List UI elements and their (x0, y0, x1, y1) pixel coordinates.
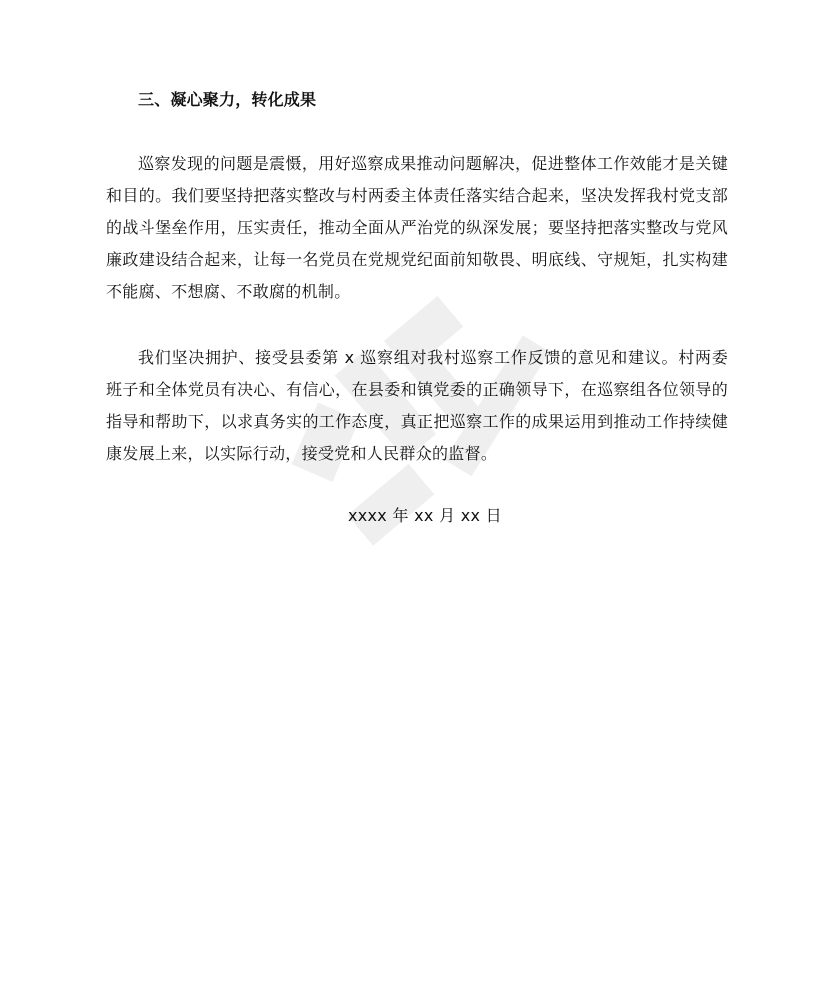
date-line: xxxx 年 xx 月 xx 日 (348, 506, 502, 525)
document-content (106, 86, 728, 530)
section-heading: 三、凝心聚力，转化成果 (138, 90, 317, 109)
paragraph-2: 我们坚决拥护、接受县委第 x 巡察组对我村巡察工作反馈的意见和建议。村两委班子和全体党员有决心、有信心，在县委和镇党委的正确领导下，在巡察组各位领导的指导和帮助下，以求真务实的工作态度，真正把巡察工作的成果运用到推动工作持续健康发展上来，以实际行动，接受党和人民群众的监督。 (106, 348, 728, 463)
paragraph-1: 巡察发现的问题是震慑，用好巡察成果推动问题解决，促进整体工作效能才是关键和目的。我们要坚持把落实整改与村两委主体责任落实结合起来，坚决发挥我村党支部的战斗堡垒作用，压实责任，推动全面从严治党的纵深发展；要坚持把落实整改与党风廉政建设结合起来，让每一名党员在党规党纪面前知敬畏、明底线、守规矩，扎实构建不能腐、不想腐、不敢腐的机制。 (106, 154, 728, 301)
